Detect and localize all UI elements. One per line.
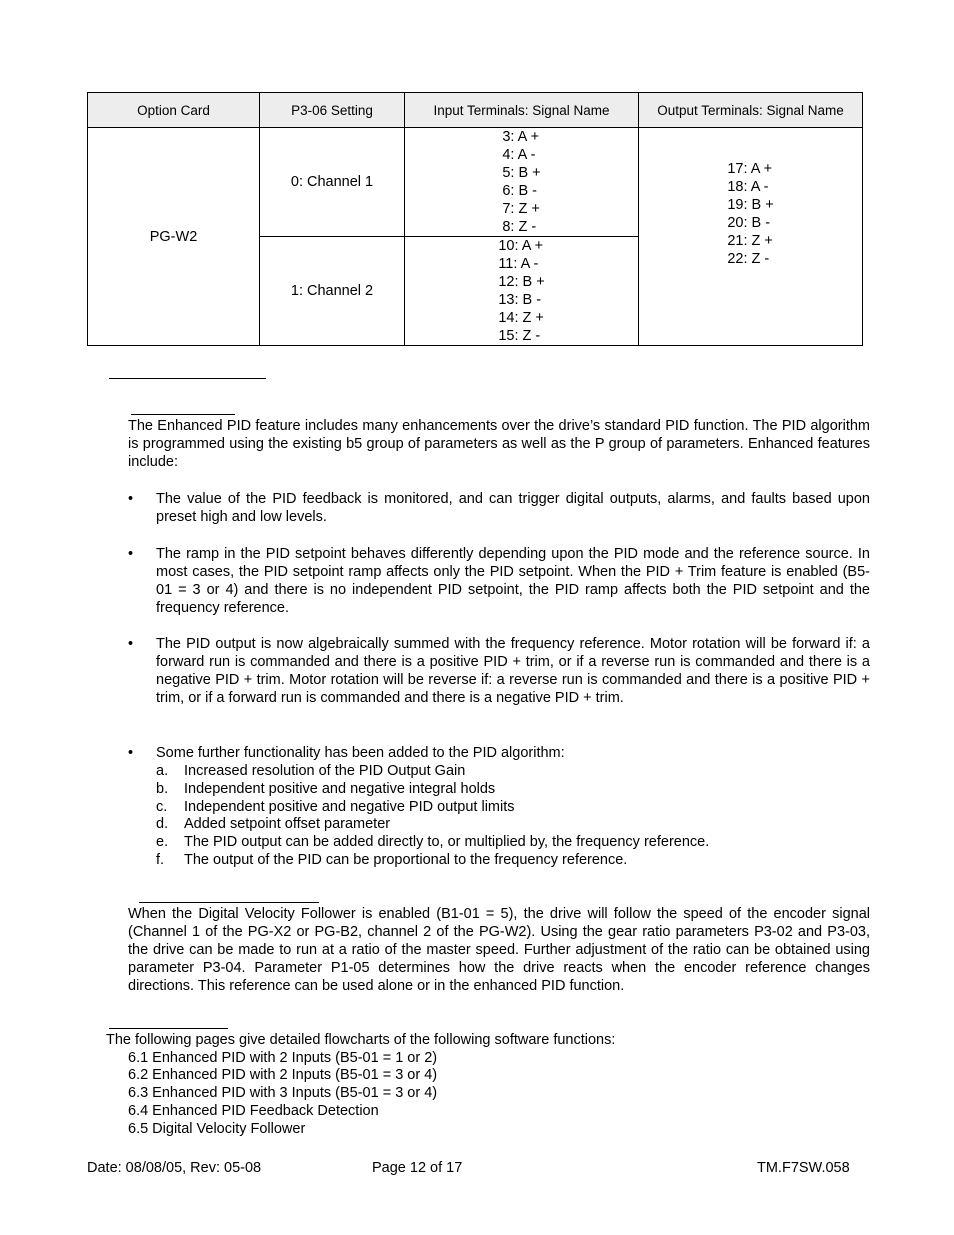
output-terminal: 20: B - bbox=[727, 214, 771, 231]
header-option-card: Option Card bbox=[88, 93, 260, 128]
list-text: The PID output can be added directly to, or multiplied by, the frequency reference. bbox=[184, 834, 710, 850]
input-terminals-channel-1 bbox=[405, 128, 639, 237]
list-letter: c. bbox=[156, 799, 168, 815]
list-letter: e. bbox=[156, 834, 169, 850]
flowchart-list-item: 6.5 Digital Velocity Follower bbox=[128, 1121, 306, 1137]
list-letter: f. bbox=[156, 852, 165, 868]
flowchart-list-item: 6.2 Enhanced PID with 2 Inputs (B5-01 = 3 or 4) bbox=[128, 1067, 438, 1083]
input-terminal: 8: Z - bbox=[502, 219, 537, 235]
input-terminal: 11: A - bbox=[498, 256, 539, 272]
list-text: Independent positive and negative integral holds bbox=[184, 781, 496, 797]
bullet-text: The PID output is now algebraically summed with the frequency reference. Motor rotation will be forward if: a forward run is commanded and there is a positive PID + trim, or if a reverse run is commanded and there is a negative PID + trim. Motor rotation will be reverse if: a reverse run is commanded and there is a positive PID + trim, or if a forward run is commanded and there is a negative PID + trim. bbox=[156, 636, 870, 706]
header-output-terminals: Output Terminals: Signal Name bbox=[639, 93, 863, 128]
input-terminals-channel-2 bbox=[405, 237, 639, 346]
setting-cell-channel-1: 0: Channel 1 bbox=[260, 128, 405, 237]
list-letter: d. bbox=[156, 816, 169, 832]
output-terminal: 19: B + bbox=[727, 196, 774, 213]
flowchart-list-item: 6.4 Enhanced PID Feedback Detection bbox=[128, 1103, 379, 1119]
list-text: The output of the PID can be proportional to the frequency reference. bbox=[184, 852, 628, 868]
header-input-terminals: Input Terminals: Signal Name bbox=[405, 93, 639, 128]
option-card-table bbox=[87, 92, 863, 346]
input-terminal: 5: B + bbox=[502, 165, 541, 181]
footer-document-id: TM.F7SW.058 bbox=[757, 1160, 850, 1176]
list-text: Added setpoint offset parameter bbox=[184, 816, 391, 832]
option-card-cell: PG-W2 bbox=[88, 128, 260, 346]
section-heading-rule bbox=[109, 1028, 228, 1029]
flowchart-list-item: 6.3 Enhanced PID with 3 Inputs (B5-01 = 3 or 4) bbox=[128, 1085, 438, 1101]
input-terminal: 10: A + bbox=[498, 238, 544, 254]
bullet-text: The value of the PID feedback is monitored, and can trigger digital outputs, alarms, and faults based upon preset high and low levels. bbox=[156, 491, 870, 525]
output-terminal: 22: Z - bbox=[727, 250, 770, 267]
input-terminal: 12: B + bbox=[498, 274, 545, 290]
input-terminal: 7: Z + bbox=[502, 201, 540, 217]
flowcharts-intro: The following pages give detailed flowcharts of the following software functions: bbox=[106, 1032, 616, 1048]
list-text: Independent positive and negative PID output limits bbox=[184, 799, 515, 815]
table-header-row bbox=[88, 93, 863, 128]
output-terminal: 17: A + bbox=[727, 160, 773, 177]
subsection-heading-rule bbox=[139, 902, 319, 903]
section-heading-rule bbox=[109, 378, 266, 379]
input-terminal: 13: B - bbox=[498, 292, 542, 308]
list-text: Increased resolution of the PID Output Gain bbox=[184, 763, 466, 779]
bullet-dot: • bbox=[128, 745, 134, 761]
bullet-text: Some further functionality has been added to the PID algorithm: bbox=[156, 745, 565, 761]
bullet-dot: • bbox=[128, 546, 134, 562]
output-terminals-cell bbox=[639, 128, 863, 346]
output-terminal: 18: A - bbox=[727, 178, 769, 195]
dvf-paragraph: When the Digital Velocity Follower is enabled (B1-01 = 5), the drive will follow the speed of the encoder signal (Channel 1 of the PG-X2 or PG-B2, channel 2 of the PG-W2). Using the gear ratio parameters P3-02 and P3-03, the drive can be made to run at a ratio of the master speed. Further adjustment of the ratio can be obtained using parameter P3-04. Parameter P1-05 determines how the drive reacts when the encoder reference changes directions. This reference can be used alone or in the enhanced PID function. bbox=[128, 906, 870, 994]
flowchart-list-item: 6.1 Enhanced PID with 2 Inputs (B5-01 = 1 or 2) bbox=[128, 1050, 438, 1066]
list-letter: a. bbox=[156, 763, 169, 779]
bullet-text: The ramp in the PID setpoint behaves differently depending upon the PID mode and the reference source. In most cases, the PID setpoint ramp affects only the PID setpoint. When the PID + Trim feature is enabled (B5-01 = 3 or 4) and there is no independent PID setpoint, the PID ramp affects both the PID setpoint and the frequency reference. bbox=[156, 546, 870, 616]
footer-date: Date: 08/08/05, Rev: 05-08 bbox=[87, 1160, 262, 1176]
output-terminal: 21: Z + bbox=[727, 232, 773, 249]
pid-intro-paragraph: The Enhanced PID feature includes many enhancements over the drive’s standard PID function. The PID algorithm is programmed using the existing b5 group of parameters as well as the P group of parameters. Enhanced features include: bbox=[128, 418, 870, 470]
input-terminal: 4: A - bbox=[502, 147, 536, 163]
bullet-dot: • bbox=[128, 491, 134, 507]
bullet-dot: • bbox=[128, 636, 134, 652]
input-terminal: 6: B - bbox=[502, 183, 537, 199]
input-terminal: 15: Z - bbox=[498, 328, 541, 344]
input-terminal: 14: Z + bbox=[498, 310, 544, 326]
header-p3-06-setting: P3-06 Setting bbox=[260, 93, 405, 128]
table-row bbox=[88, 128, 863, 237]
subsection-heading-rule bbox=[131, 414, 235, 415]
footer-page-number: Page 12 of 17 bbox=[372, 1160, 463, 1176]
list-letter: b. bbox=[156, 781, 169, 797]
setting-cell-channel-2: 1: Channel 2 bbox=[260, 237, 405, 346]
input-terminal: 3: A + bbox=[502, 129, 540, 145]
